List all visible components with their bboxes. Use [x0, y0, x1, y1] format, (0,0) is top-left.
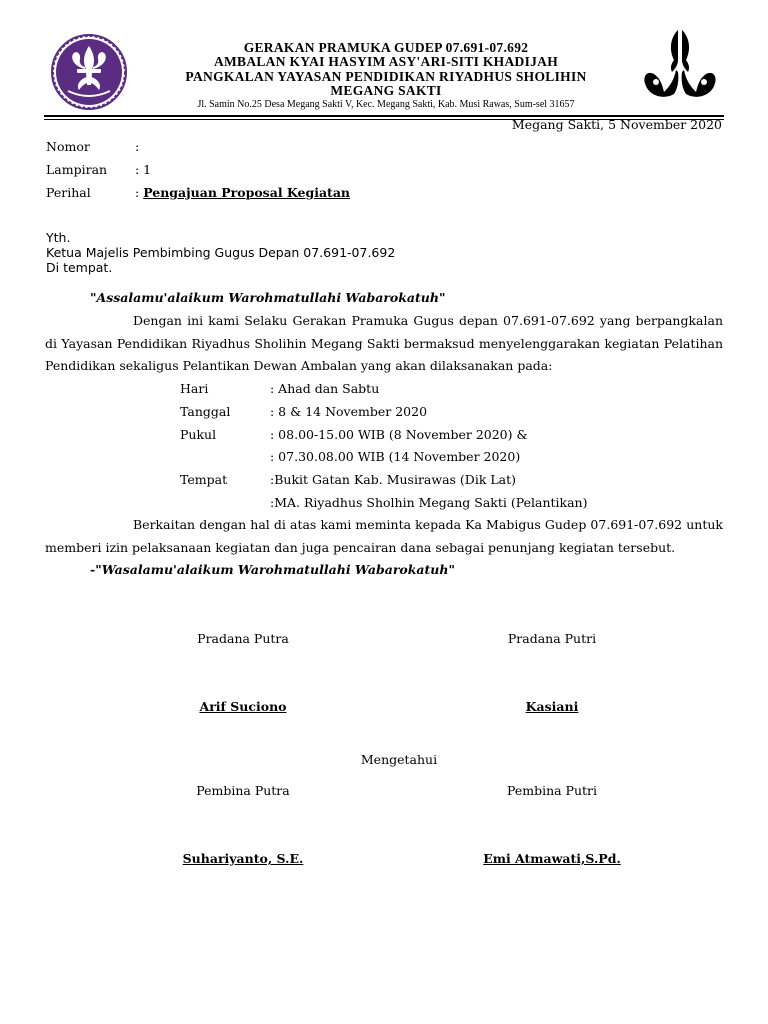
schedule-label-tempat: Tempat	[180, 472, 228, 487]
org-name-line2: AMBALAN KYAI HASYIM ASY'ARI-SITI KHADIJAH	[213, 54, 559, 69]
signature-name-pembina-putra: Suhariyanto, S.E.	[182, 851, 304, 866]
meta-label-lampiran: Lampiran	[46, 162, 108, 177]
body-paragraph-2	[45, 514, 723, 559]
meta-value-nomor: :	[135, 139, 140, 154]
schedule-value-pukul-2: : 07.30.08.00 WIB (14 November 2020)	[270, 449, 521, 464]
org-address: Jl. Samin No.25 Desa Megang Sakti V, Kec. Megang Sakti, Kab. Musi Rawas, Sum-sel 31657	[197, 99, 575, 110]
schedule-label-pukul: Pukul	[180, 427, 217, 442]
recipient-place: Di tempat.	[46, 260, 113, 275]
scout-emblem-logo	[50, 33, 128, 111]
meta-label-perihal: Perihal	[46, 185, 91, 200]
schedule-value-tanggal: : 8 & 14 November 2020	[270, 404, 428, 419]
body-paragraph-1	[45, 310, 723, 378]
meta-label-nomor: Nomor	[46, 139, 90, 154]
letter-date: Megang Sakti, 5 November 2020	[511, 117, 722, 132]
signature-role-pembina-putra: Pembina Putra	[196, 783, 290, 798]
signature-role-pradana-putra: Pradana Putra	[197, 631, 289, 646]
body-paragraph-2-text: Berkaitan dengan hal di atas kami meminta kepada Ka Mabigus Gudep 07.691-07.692 untuk memberi izin pelaksanaan kegiatan dan juga pencairan dana sebagai penunjang kegiatan tersebut.	[45, 517, 723, 555]
signature-name-pradana-putri: Kasiani	[525, 699, 579, 714]
body-paragraph-1-text: Dengan ini kami Selaku Gerakan Pramuka Gugus depan 07.691-07.692 yang berpangkalan di Yayasan Pendidikan Riyadhus Sholihin Megang Sakti bermaksud menyelenggarakan kegiatan Pelatihan Pendidikan sekaligus Pelantikan Dewan Ambalan yang akan dilaksanakan pada:	[45, 313, 723, 373]
org-name-line1: GERAKAN PRAMUKA GUDEP 07.691-07.692	[243, 40, 529, 55]
signature-role-pembina-putri: Pembina Putri	[506, 783, 598, 798]
schedule-value-tempat-2: :MA. Riyadhus Sholhin Megang Sakti (Pelantikan)	[270, 495, 588, 510]
tunas-kelapa-logo	[640, 24, 720, 104]
opening-greeting: "Assalamu'alaikum Warohmatullahi Wabarokatuh"	[90, 290, 446, 305]
meta-value-lampiran: : 1	[135, 162, 152, 177]
recipient-yth: Yth.	[46, 230, 71, 245]
schedule-value-tempat-1: :Bukit Gatan Kab. Musirawas (Dik Lat)	[270, 472, 517, 487]
schedule-label-hari: Hari	[180, 381, 209, 396]
signature-name-pradana-putra: Arif Suciono	[199, 699, 287, 714]
meta-value-perihal: Pengajuan Proposal Kegiatan	[143, 185, 351, 200]
org-name-line3: PANGKALAN YAYASAN PENDIDIKAN RIYADHUS SHOLIHIN	[185, 69, 587, 84]
recipient-title: Ketua Majelis Pembimbing Gugus Depan 07.691-07.692	[46, 245, 396, 260]
closing-greeting: -"Wasalamu'alaikum Warohmatullahi Wabarokatuh"	[90, 562, 455, 577]
org-name-line4: MEGANG SAKTI	[330, 83, 442, 98]
mengetahui-label: Mengetahui	[360, 752, 438, 767]
meta-perihal-line	[135, 185, 350, 200]
meta-colon-perihal: :	[135, 185, 144, 200]
schedule-value-pukul-1: : 08.00-15.00 WIB (8 November 2020) &	[270, 427, 528, 442]
signature-role-pradana-putri: Pradana Putri	[507, 631, 597, 646]
schedule-label-tanggal: Tanggal	[180, 404, 231, 419]
schedule-value-hari: : Ahad dan Sabtu	[270, 381, 380, 396]
signature-name-pembina-putri: Emi Atmawati,S.Pd.	[483, 851, 621, 866]
